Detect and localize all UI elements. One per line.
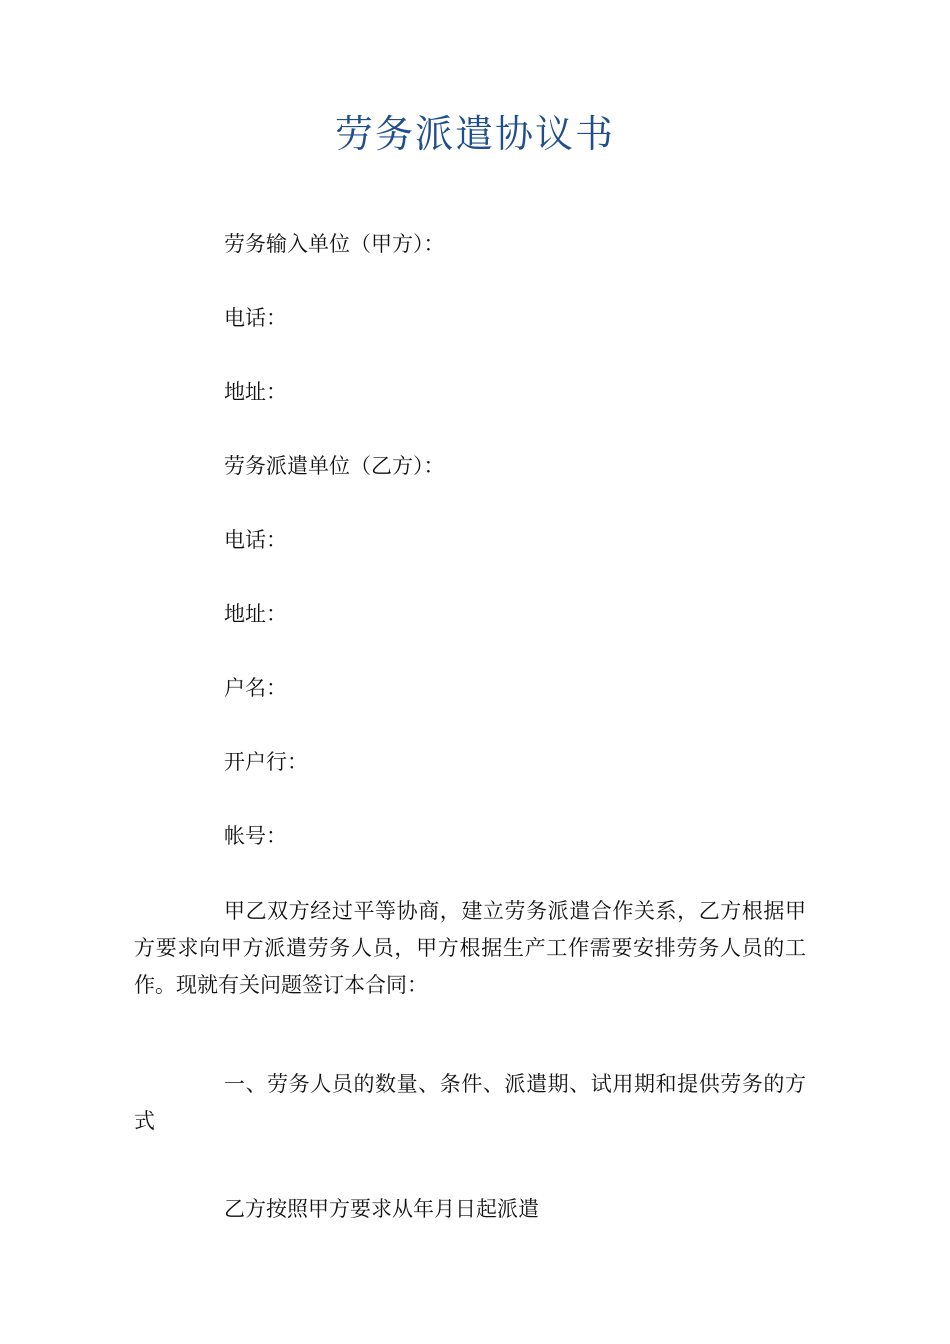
preamble-paragraph: 甲乙双方经过平等协商，建立劳务派遣合作关系，乙方根据甲方要求向甲方派遣劳务人员，甲方根据生产工作需要安排劳务人员的工作。现就有关问题签订本合同：: [134, 899, 806, 997]
party-b-account-name-label: 户名：: [224, 676, 287, 700]
section-1-text: 乙方按照甲方要求从年月日起派遣: [224, 1197, 539, 1221]
party-b-account-number-label: 帐号：: [224, 824, 287, 848]
party-b-label: 劳务派遣单位（乙方）：: [224, 454, 445, 478]
section-1-heading: 一、劳务人员的数量、条件、派遣期、试用期和提供劳务的方式: [134, 1072, 806, 1133]
party-a-phone-label: 电话：: [224, 306, 287, 330]
party-b-phone-label: 电话：: [224, 528, 287, 552]
party-a-label: 劳务输入单位（甲方）：: [224, 232, 445, 256]
party-b-bank-label: 开户行：: [224, 750, 308, 774]
party-b-address-label: 地址：: [224, 602, 287, 626]
document-title: 劳务派遣协议书: [334, 112, 615, 156]
party-a-address-label: 地址：: [224, 380, 287, 404]
